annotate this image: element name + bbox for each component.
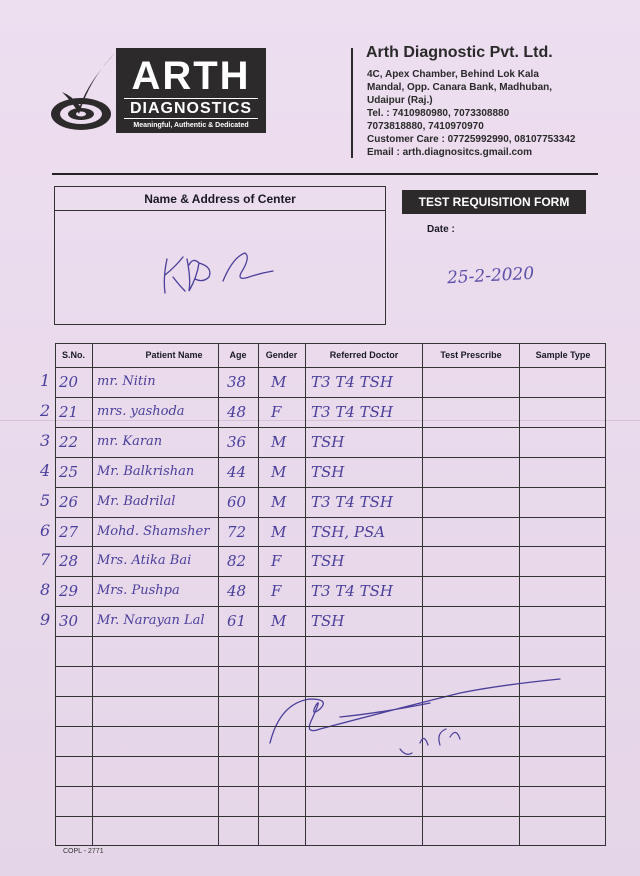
form-code: COPL - 2771 — [63, 848, 104, 855]
address-line: Mandal, Opp. Canara Bank, Madhuban, — [367, 82, 553, 93]
form-title-badge: TEST REQUISITION FORM — [402, 190, 586, 214]
cell-referred-doctor: T3 T4 TSH — [311, 402, 393, 421]
cell-patient-name: mr. Nitin — [97, 374, 156, 389]
logo-emblem-icon — [48, 48, 118, 138]
column-divider — [422, 343, 423, 845]
cell-referred-doctor: TSH — [311, 612, 345, 631]
column-divider — [519, 343, 520, 845]
row-line — [55, 816, 606, 817]
cell-referred-doctor: TSH — [311, 552, 345, 571]
column-divider — [258, 343, 259, 845]
cell-sno: 25 — [59, 462, 79, 481]
col-header-age: Age — [229, 350, 247, 360]
row-line — [55, 666, 606, 667]
table-border — [605, 343, 606, 845]
cell-patient-name: Mrs. Atika Bai — [97, 553, 192, 569]
cell-age: 44 — [227, 462, 247, 481]
cell-gender: M — [271, 432, 287, 451]
row-mark: 1 — [40, 371, 51, 390]
cell-patient-name: Mr. Narayan Lal — [97, 613, 205, 629]
cell-patient-name: Mrs. Pushpa — [97, 583, 180, 599]
header-rule-line — [55, 367, 606, 368]
cell-gender: M — [271, 492, 287, 511]
cell-sno: 29 — [59, 582, 79, 601]
cell-sno: 27 — [59, 522, 79, 541]
row-line — [55, 696, 606, 697]
cell-age: 60 — [227, 492, 247, 511]
row-mark: 9 — [40, 610, 51, 630]
col-header-patient-name: Patient Name — [145, 350, 203, 360]
row-line — [55, 487, 606, 488]
column-divider — [92, 343, 93, 845]
address-line: 7073818880, 7410970970 — [367, 121, 484, 132]
table-border — [55, 343, 56, 845]
center-box-title: Name & Address of Center — [55, 187, 385, 211]
cell-age: 82 — [227, 552, 247, 571]
header-rule — [52, 173, 598, 175]
cell-sno: 30 — [59, 612, 79, 631]
row-line — [55, 606, 606, 607]
cell-patient-name: mr. Karan — [97, 433, 163, 449]
row-line — [55, 726, 606, 727]
cell-sno: 21 — [59, 402, 79, 421]
cell-gender: F — [271, 552, 282, 571]
cell-gender: F — [271, 402, 282, 421]
logo — [116, 48, 266, 133]
cell-age: 36 — [227, 432, 247, 451]
cell-referred-doctor: T3 T4 TSH — [311, 582, 393, 601]
cell-patient-name: Mohd. Shamsher — [97, 523, 210, 539]
cell-patient-name: mrs. yashoda — [97, 403, 185, 419]
cell-referred-doctor: TSH — [311, 462, 345, 481]
col-header-gender: Gender — [265, 350, 298, 360]
row-mark: 5 — [40, 490, 51, 510]
address-line: Udaipur (Raj.) — [367, 95, 433, 106]
row-line — [55, 517, 606, 518]
company-name: Arth Diagnostic Pvt. Ltd. — [366, 44, 553, 61]
cell-age: 48 — [227, 402, 247, 421]
logo-subtitle: DIAGNOSTICS — [124, 98, 258, 119]
cell-referred-doctor: T3 T4 TSH — [311, 492, 393, 511]
row-line — [55, 427, 606, 428]
col-header-sample-type: Sample Type — [535, 350, 591, 360]
row-line — [55, 546, 606, 547]
cell-referred-doctor: T3 T4 TSH — [311, 373, 393, 391]
cell-sno: 22 — [59, 432, 79, 451]
center-signature — [153, 237, 283, 307]
row-mark: 6 — [40, 520, 51, 540]
cell-gender: M — [271, 612, 287, 631]
cell-referred-doctor: TSH — [311, 432, 345, 451]
doctor-signature — [260, 673, 580, 763]
row-line — [55, 636, 606, 637]
cell-patient-name: Mr. Balkrishan — [97, 463, 195, 479]
cell-gender: F — [271, 582, 282, 601]
row-mark: 4 — [40, 460, 51, 480]
cell-age: 61 — [227, 612, 247, 631]
address-line: Email : arth.diagnositcs.gmail.com — [367, 147, 533, 158]
address-line: 4C, Apex Chamber, Behind Lok Kala — [367, 69, 539, 80]
col-header-referred-doctor: Referred Doctor — [329, 350, 399, 360]
logo-tagline: Meaningful, Authentic & Dedicated — [133, 122, 249, 129]
company-address — [367, 68, 627, 159]
logo-title: ARTH — [131, 54, 251, 98]
row-mark: 3 — [40, 430, 51, 450]
cell-age: 38 — [227, 373, 247, 391]
date-label: Date : — [427, 224, 455, 235]
cell-sno: 26 — [59, 492, 79, 511]
address-line: Customer Care : 07725992990, 08107753342 — [367, 134, 576, 145]
cell-patient-name: Mr. Badrilal — [97, 493, 176, 509]
cell-age: 48 — [227, 582, 247, 601]
cell-sno: 28 — [59, 552, 79, 571]
row-line — [55, 786, 606, 787]
cell-gender: M — [271, 522, 287, 541]
row-line — [55, 756, 606, 757]
row-line — [55, 576, 606, 577]
address-line: Tel. : 7410980980, 7073308880 — [367, 108, 510, 119]
date-value: 25-2-2020 — [446, 263, 535, 289]
cell-gender: M — [271, 462, 287, 481]
col-header-test-prescribe: Test Prescribe — [440, 350, 502, 360]
cell-referred-doctor: TSH, PSA — [311, 522, 386, 541]
cell-gender: M — [271, 373, 287, 391]
row-line — [55, 845, 606, 846]
row-mark: 8 — [40, 580, 51, 600]
row-line — [55, 457, 606, 458]
column-divider — [218, 343, 219, 845]
patient-table — [55, 343, 606, 845]
cell-sno: 20 — [59, 373, 79, 391]
row-mark: 2 — [40, 400, 51, 420]
table-border — [55, 343, 606, 344]
col-header-sno: S.No. — [61, 350, 85, 360]
cell-age: 72 — [227, 522, 247, 541]
column-divider — [305, 343, 306, 845]
center-address-box — [54, 186, 386, 325]
header-divider — [351, 48, 353, 158]
row-line — [55, 397, 606, 398]
row-mark: 7 — [40, 550, 51, 570]
